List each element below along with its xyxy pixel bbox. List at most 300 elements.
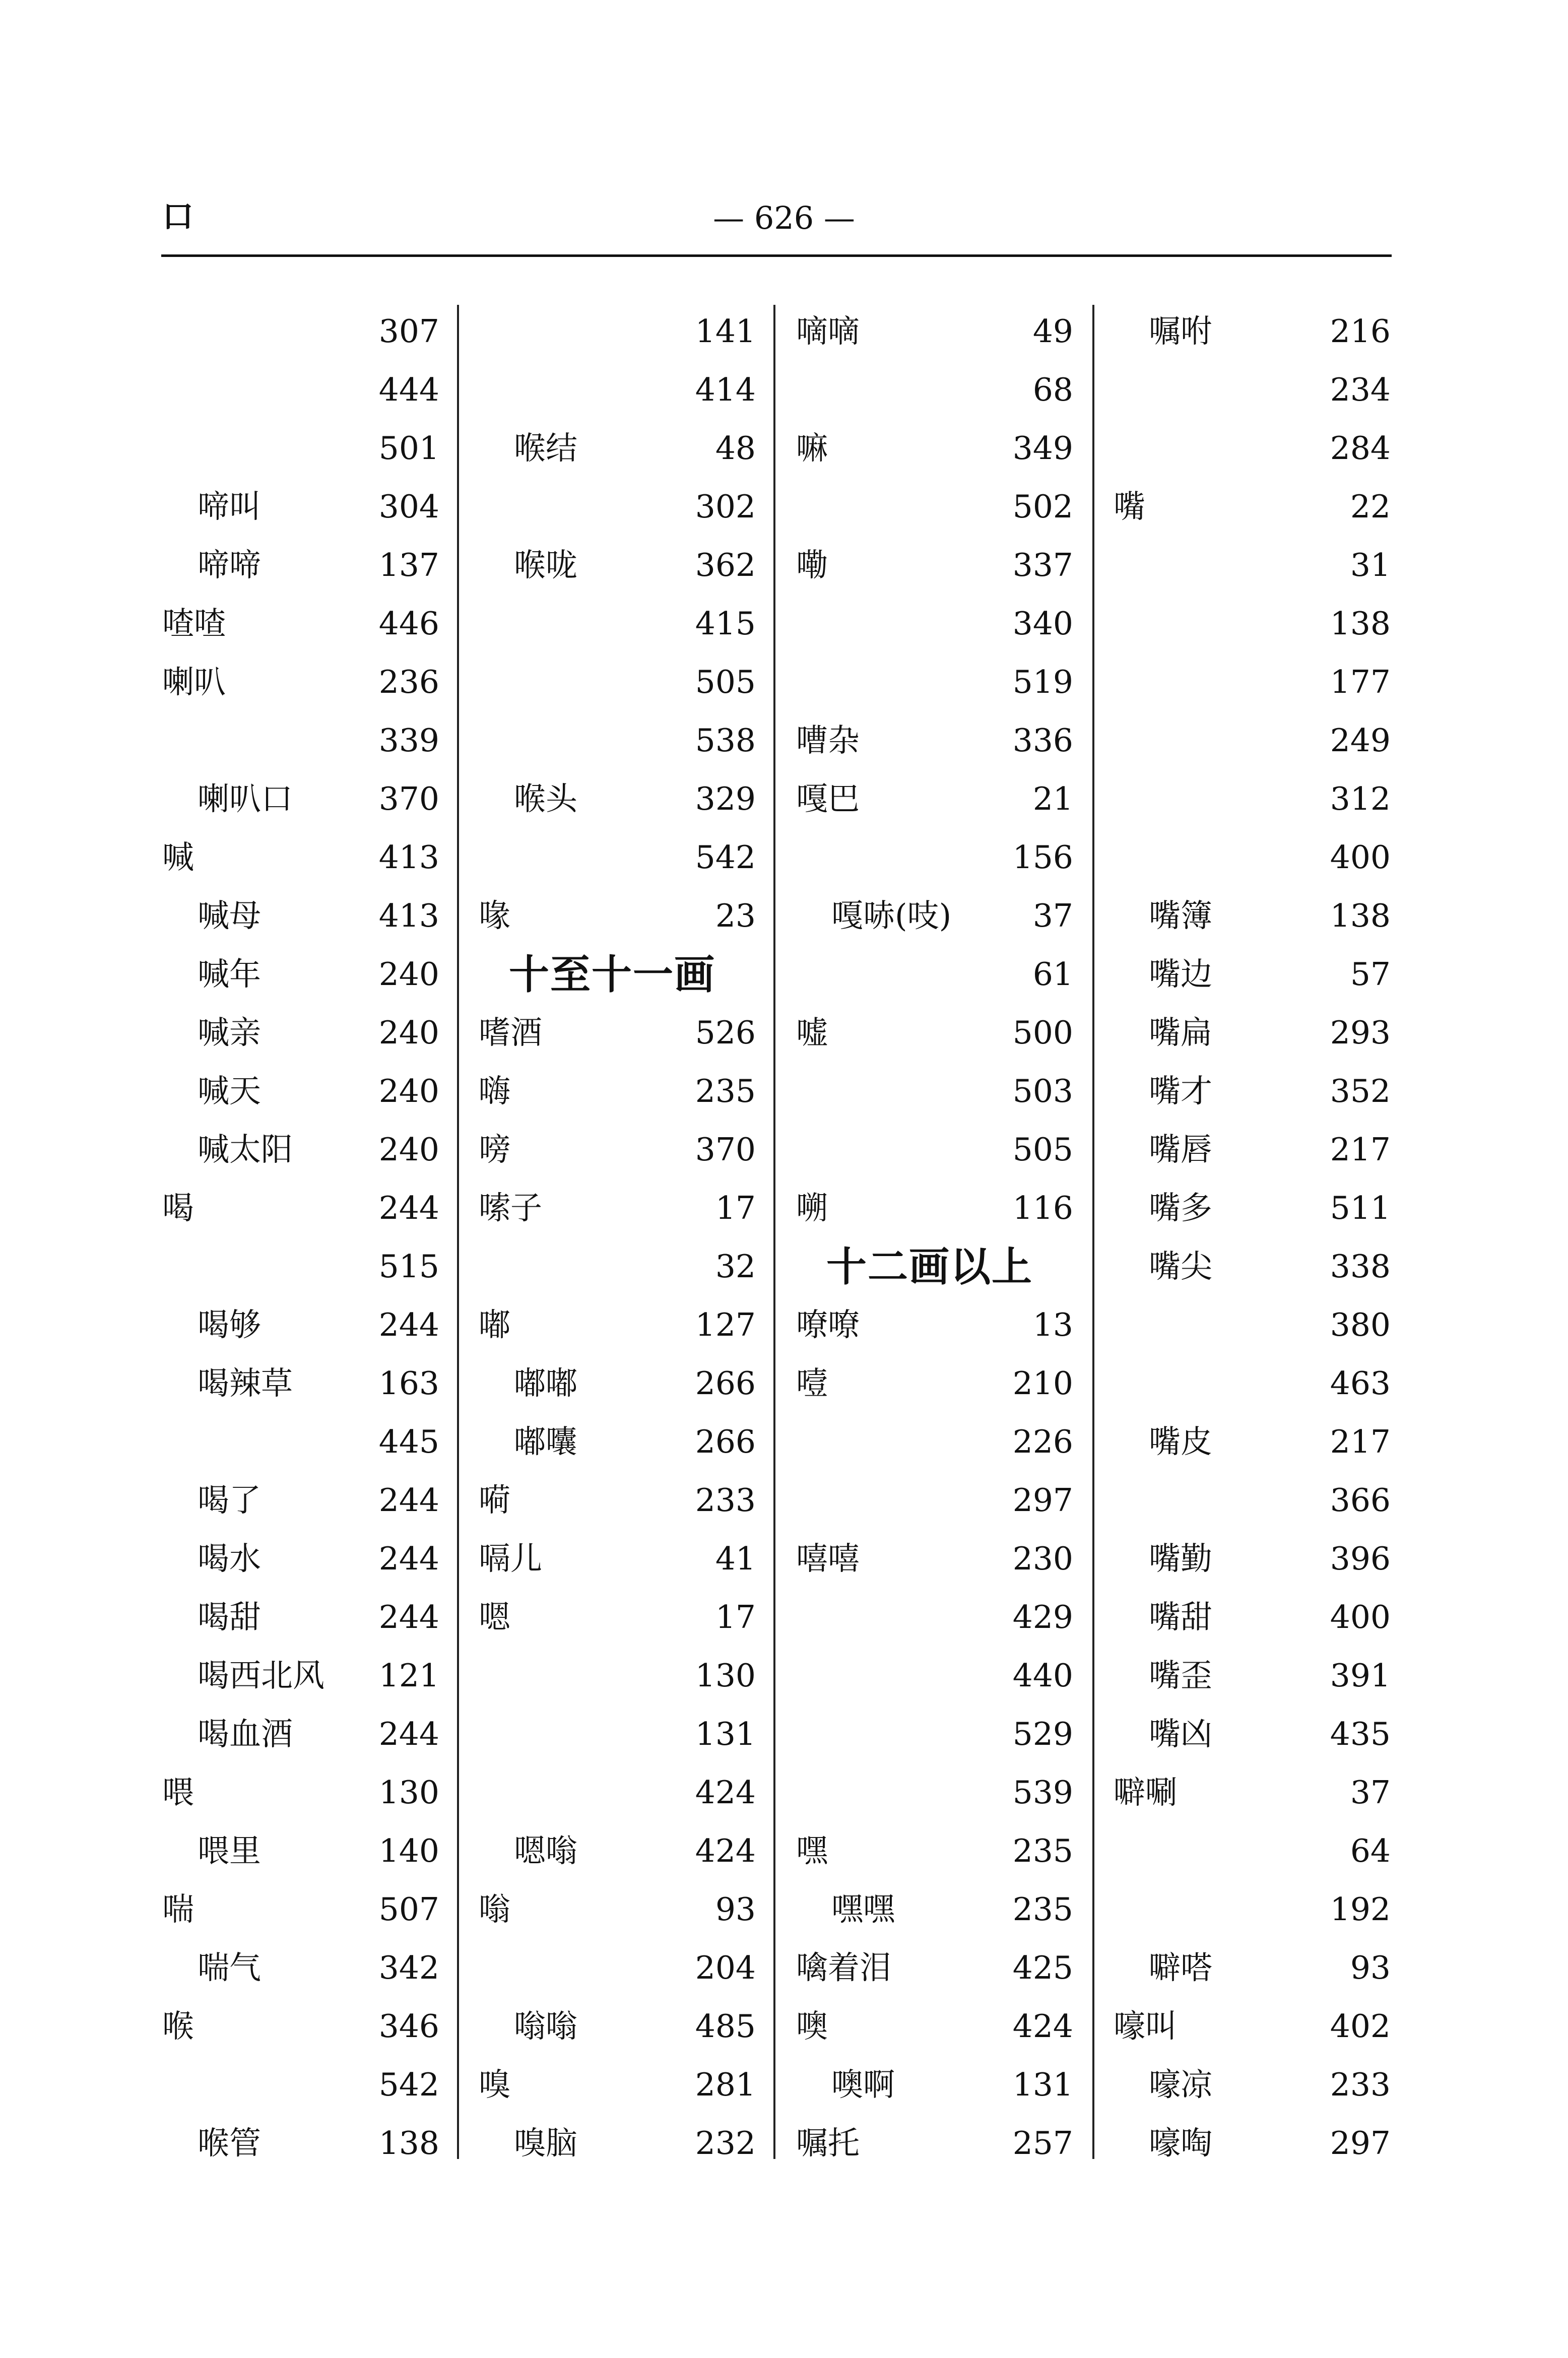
entry-page-number: 23 — [715, 897, 756, 934]
entry-term: 嘴多 — [1149, 1190, 1212, 1226]
entry-page-number: 22 — [1350, 488, 1391, 525]
entry-page-number: 37 — [1350, 1774, 1391, 1811]
entry-page-number: 244 — [378, 1190, 439, 1226]
entry-term: 噼唰 — [1114, 1774, 1177, 1811]
stroke-section-heading — [796, 1237, 1073, 1296]
index-entry — [1114, 1296, 1391, 1354]
entry-page-number: 424 — [695, 1774, 756, 1811]
entry-page-number: 192 — [1330, 1891, 1391, 1928]
index-entry — [162, 1997, 439, 2056]
radical-label: 口 — [162, 198, 194, 235]
index-entry — [479, 1588, 756, 1647]
entry-term: 喊 — [162, 839, 194, 876]
entry-term: 嘟囔 — [514, 1423, 577, 1460]
index-entry — [1114, 945, 1391, 1004]
index-column-3 — [796, 302, 1073, 2173]
entry-page-number: 244 — [378, 1306, 439, 1343]
entry-term: 噢 — [796, 2008, 828, 2045]
entry-term: 嘿 — [796, 1832, 828, 1869]
entry-term: 嘟 — [479, 1306, 510, 1343]
index-entry — [1114, 711, 1391, 770]
entry-page-number: 127 — [695, 1306, 756, 1343]
entry-page-number: 349 — [1012, 430, 1073, 467]
entry-term: 嚎啕 — [1149, 2125, 1212, 2162]
entry-term: 嗨 — [479, 1073, 510, 1109]
entry-term: 噎 — [796, 1365, 828, 1402]
entry-page-number: 61 — [1032, 956, 1073, 993]
entry-page-number: 297 — [1012, 1482, 1073, 1519]
index-entry — [1114, 1121, 1391, 1179]
entry-page-number: 138 — [1330, 897, 1391, 934]
index-entry — [162, 419, 439, 478]
index-entry — [796, 1822, 1073, 1880]
entry-page-number: 216 — [1330, 313, 1391, 350]
entry-page-number: 138 — [1330, 605, 1391, 642]
entry-page-number: 240 — [378, 1014, 439, 1051]
column-separator — [773, 305, 775, 2159]
entry-page-number: 235 — [1012, 1832, 1073, 1869]
entry-term: 喝西北风 — [198, 1657, 324, 1694]
index-entry — [479, 887, 756, 945]
entry-page-number: 507 — [378, 1891, 439, 1928]
entry-term: 喝血酒 — [198, 1716, 293, 1752]
entry-page-number: 21 — [1032, 780, 1073, 817]
entry-term: 喝甜 — [198, 1599, 261, 1635]
index-entry — [162, 653, 439, 711]
entry-page-number: 302 — [695, 488, 756, 525]
entry-page-number: 352 — [1330, 1073, 1391, 1109]
entry-page-number: 49 — [1032, 313, 1073, 350]
entry-page-number: 424 — [1012, 2008, 1073, 2045]
entry-page-number: 57 — [1350, 956, 1391, 993]
entry-page-number: 538 — [695, 722, 756, 759]
index-entry — [1114, 2056, 1391, 2114]
index-entry — [479, 1997, 756, 2056]
entry-page-number: 131 — [695, 1716, 756, 1752]
entry-page-number: 445 — [378, 1423, 439, 1460]
entry-page-number: 337 — [1012, 547, 1073, 583]
entry-page-number: 542 — [378, 2066, 439, 2103]
index-entry — [479, 1179, 756, 1237]
entry-term: 嘱托 — [796, 2125, 860, 2162]
index-entry — [162, 1179, 439, 1237]
index-entry — [162, 302, 439, 361]
entry-page-number: 542 — [695, 839, 756, 876]
entry-term: 嗡嗡 — [514, 2008, 577, 2045]
entry-page-number: 235 — [695, 1073, 756, 1109]
entry-page-number: 140 — [378, 1832, 439, 1869]
index-entry — [162, 1880, 439, 1939]
entry-page-number: 391 — [1330, 1657, 1391, 1694]
index-entry — [796, 361, 1073, 419]
index-entry — [162, 1296, 439, 1354]
entry-page-number: 342 — [378, 1949, 439, 1986]
entry-page-number: 444 — [378, 371, 439, 408]
index-entry — [1114, 1179, 1391, 1237]
index-entry — [796, 770, 1073, 828]
entry-term: 嗯嗡 — [514, 1832, 577, 1869]
index-entry — [162, 1939, 439, 1997]
entry-page-number: 232 — [695, 2125, 756, 2162]
index-entry — [162, 945, 439, 1004]
page-number: — 626 — — [713, 200, 855, 236]
entry-term: 嗦子 — [479, 1190, 542, 1226]
index-entry — [162, 1647, 439, 1705]
entry-term: 喂里 — [198, 1832, 261, 1869]
index-entry — [796, 1062, 1073, 1121]
entry-page-number: 235 — [1012, 1891, 1073, 1928]
index-entry — [162, 478, 439, 536]
entry-page-number: 505 — [695, 664, 756, 700]
index-entry — [796, 828, 1073, 887]
entry-term: 喘气 — [198, 1949, 261, 1986]
index-entry — [479, 770, 756, 828]
index-entry — [479, 828, 756, 887]
entry-page-number: 13 — [1032, 1306, 1073, 1343]
entry-page-number: 93 — [715, 1891, 756, 1928]
index-entry — [162, 595, 439, 653]
entry-page-number: 511 — [1330, 1190, 1391, 1226]
entry-page-number: 400 — [1330, 1599, 1391, 1635]
entry-page-number: 425 — [1012, 1949, 1073, 1986]
entry-term: 嘘 — [796, 1014, 828, 1051]
index-entry — [796, 1471, 1073, 1530]
index-entry — [796, 1647, 1073, 1705]
index-entry — [479, 1296, 756, 1354]
index-entry — [796, 653, 1073, 711]
index-entry — [479, 595, 756, 653]
entry-page-number: 131 — [1012, 2066, 1073, 2103]
entry-page-number: 339 — [378, 722, 439, 759]
entry-page-number: 307 — [378, 313, 439, 350]
index-entry — [1114, 1237, 1391, 1296]
index-entry — [1114, 887, 1391, 945]
entry-term: 喊太阳 — [198, 1131, 293, 1168]
entry-term: 嘴扁 — [1149, 1014, 1212, 1051]
header-rule — [161, 254, 1392, 257]
entry-page-number: 138 — [378, 2125, 439, 2162]
index-entry — [796, 1530, 1073, 1588]
entry-page-number: 121 — [378, 1657, 439, 1694]
index-entry — [162, 1062, 439, 1121]
entry-term: 喝够 — [198, 1306, 261, 1343]
index-entry — [479, 361, 756, 419]
index-entry — [796, 1939, 1073, 1997]
index-entry — [479, 1647, 756, 1705]
entry-term: 嚎凉 — [1149, 2066, 1212, 2103]
index-column-2 — [479, 302, 756, 2173]
index-entry — [796, 1121, 1073, 1179]
index-entry — [796, 945, 1073, 1004]
index-entry — [479, 302, 756, 361]
entry-term: 嚎叫 — [1114, 2008, 1177, 2045]
entry-page-number: 130 — [378, 1774, 439, 1811]
entry-page-number: 463 — [1330, 1365, 1391, 1402]
entry-page-number: 526 — [695, 1014, 756, 1051]
index-entry — [162, 770, 439, 828]
entry-term: 嘎哧(吱) — [831, 897, 952, 934]
index-entry — [162, 1763, 439, 1822]
index-entry — [479, 1880, 756, 1939]
index-entry — [1114, 1471, 1391, 1530]
entry-term: 嘞 — [796, 547, 828, 583]
entry-page-number: 502 — [1012, 488, 1073, 525]
index-entry — [479, 1530, 756, 1588]
entry-term: 嗝儿 — [479, 1540, 542, 1577]
index-entry — [162, 1121, 439, 1179]
entry-term: 嗯 — [479, 1599, 510, 1635]
entry-term: 嘴尖 — [1149, 1248, 1212, 1285]
entry-term: 啼啼 — [198, 547, 261, 583]
index-entry — [479, 1822, 756, 1880]
index-entry — [162, 1354, 439, 1413]
entry-term: 啼叫 — [198, 488, 261, 525]
entry-term: 喉管 — [198, 2125, 261, 2162]
index-entry — [162, 1413, 439, 1471]
entry-term: 喝辣草 — [198, 1365, 293, 1402]
index-entry — [796, 1997, 1073, 2056]
entry-term: 喝了 — [198, 1482, 261, 1519]
index-entry — [479, 1237, 756, 1296]
index-entry — [162, 1705, 439, 1763]
index-entry — [479, 1062, 756, 1121]
entry-page-number: 236 — [378, 664, 439, 700]
index-entry — [796, 1413, 1073, 1471]
entry-page-number: 68 — [1032, 371, 1073, 408]
entry-page-number: 249 — [1330, 722, 1391, 759]
section-heading-text: 十二画以上 — [826, 1243, 1033, 1290]
index-entry — [1114, 1354, 1391, 1413]
entry-page-number: 226 — [1012, 1423, 1073, 1460]
index-entry — [479, 2056, 756, 2114]
index-entry — [796, 2056, 1073, 2114]
entry-page-number: 17 — [715, 1190, 756, 1226]
entry-page-number: 266 — [695, 1365, 756, 1402]
entry-term: 嗅 — [479, 2066, 510, 2103]
entry-page-number: 370 — [378, 780, 439, 817]
index-entry — [796, 1763, 1073, 1822]
column-separator — [457, 305, 459, 2159]
entry-page-number: 297 — [1330, 2125, 1391, 2162]
index-entry — [1114, 1413, 1391, 1471]
index-entry — [479, 1763, 756, 1822]
entry-page-number: 116 — [1012, 1190, 1073, 1226]
section-heading-text: 十至十一画 — [509, 951, 715, 998]
entry-page-number: 233 — [695, 1482, 756, 1519]
entry-page-number: 413 — [378, 897, 439, 934]
entry-page-number: 240 — [378, 1073, 439, 1109]
entry-term: 嘴勤 — [1149, 1540, 1212, 1577]
entry-term: 嘿嘿 — [831, 1891, 895, 1928]
entry-term: 嗍 — [796, 1190, 828, 1226]
entry-page-number: 284 — [1330, 430, 1391, 467]
index-column-1 — [162, 302, 439, 2173]
entry-page-number: 281 — [695, 2066, 756, 2103]
entry-term: 嘴唇 — [1149, 1131, 1212, 1168]
index-entry — [479, 1004, 756, 1062]
index-entry — [162, 2056, 439, 2114]
entry-page-number: 336 — [1012, 722, 1073, 759]
index-entry — [162, 1588, 439, 1647]
entry-page-number: 338 — [1330, 1248, 1391, 1285]
entry-term: 嘈杂 — [796, 722, 860, 759]
entry-term: 喝 — [162, 1190, 194, 1226]
entry-page-number: 244 — [378, 1540, 439, 1577]
entry-page-number: 244 — [378, 1716, 439, 1752]
entry-page-number: 380 — [1330, 1306, 1391, 1343]
entry-page-number: 370 — [695, 1131, 756, 1168]
index-entry — [162, 361, 439, 419]
entry-page-number: 415 — [695, 605, 756, 642]
entry-term: 噼嗒 — [1149, 1949, 1212, 1986]
index-entry — [162, 1004, 439, 1062]
index-entry — [1114, 1763, 1391, 1822]
entry-page-number: 293 — [1330, 1014, 1391, 1051]
entry-term: 嗜酒 — [479, 1014, 542, 1051]
entry-term: 喊年 — [198, 956, 261, 993]
entry-page-number: 230 — [1012, 1540, 1073, 1577]
entry-page-number: 93 — [1350, 1949, 1391, 1986]
index-entry — [796, 1179, 1073, 1237]
index-entry — [162, 828, 439, 887]
entry-page-number: 234 — [1330, 371, 1391, 408]
column-separator — [1092, 305, 1094, 2159]
entry-page-number: 413 — [378, 839, 439, 876]
index-entry — [162, 1471, 439, 1530]
entry-page-number: 130 — [695, 1657, 756, 1694]
index-entry — [1114, 361, 1391, 419]
index-entry — [479, 653, 756, 711]
entry-page-number: 240 — [378, 1131, 439, 1168]
entry-page-number: 501 — [378, 430, 439, 467]
entry-page-number: 505 — [1012, 1131, 1073, 1168]
entry-term: 嘴才 — [1149, 1073, 1212, 1109]
index-entry — [1114, 536, 1391, 595]
index-entry — [1114, 1647, 1391, 1705]
entry-term: 嗡 — [479, 1891, 510, 1928]
index-entry — [796, 1004, 1073, 1062]
index-entry — [162, 887, 439, 945]
index-entry — [479, 1354, 756, 1413]
index-entry — [796, 1296, 1073, 1354]
entry-page-number: 396 — [1330, 1540, 1391, 1577]
index-entry — [1114, 1880, 1391, 1939]
entry-page-number: 210 — [1012, 1365, 1073, 1402]
stroke-section-heading — [479, 945, 756, 1004]
entry-term: 喘 — [162, 1891, 194, 1928]
entry-page-number: 64 — [1350, 1832, 1391, 1869]
entry-page-number: 366 — [1330, 1482, 1391, 1519]
entry-page-number: 424 — [695, 1832, 756, 1869]
entry-page-number: 17 — [715, 1599, 756, 1635]
index-entry — [1114, 1822, 1391, 1880]
entry-term: 喉咙 — [514, 547, 577, 583]
index-entry — [1114, 1588, 1391, 1647]
entry-term: 喇叭 — [162, 664, 226, 700]
entry-page-number: 329 — [695, 780, 756, 817]
index-entry — [162, 711, 439, 770]
index-entry — [162, 2114, 439, 2173]
index-entry — [1114, 1530, 1391, 1588]
entry-page-number: 32 — [715, 1248, 756, 1285]
index-entry — [479, 1939, 756, 1997]
index-entry — [796, 302, 1073, 361]
entry-term: 嘴边 — [1149, 956, 1212, 993]
entry-term: 嘛 — [796, 430, 828, 467]
index-entry — [796, 887, 1073, 945]
index-entry — [1114, 1004, 1391, 1062]
entry-page-number: 37 — [1032, 897, 1073, 934]
entry-page-number: 515 — [378, 1248, 439, 1285]
entry-term: 嘱咐 — [1149, 313, 1212, 350]
index-entry — [479, 1471, 756, 1530]
entry-page-number: 177 — [1330, 664, 1391, 700]
entry-term: 嗅脑 — [514, 2125, 577, 2162]
entry-page-number: 304 — [378, 488, 439, 525]
index-entry — [162, 1530, 439, 1588]
index-entry — [796, 1588, 1073, 1647]
entry-term: 喝水 — [198, 1540, 261, 1577]
entry-page-number: 346 — [378, 2008, 439, 2045]
entry-term: 喉 — [162, 2008, 194, 2045]
entry-term: 喊天 — [198, 1073, 261, 1109]
entry-page-number: 41 — [715, 1540, 756, 1577]
entry-page-number: 156 — [1012, 839, 1073, 876]
index-entry — [479, 1413, 756, 1471]
entry-page-number: 429 — [1012, 1599, 1073, 1635]
entry-page-number: 519 — [1012, 664, 1073, 700]
entry-term: 嘹嘹 — [796, 1306, 860, 1343]
index-entry — [479, 2114, 756, 2173]
index-entry — [796, 1354, 1073, 1413]
entry-page-number: 217 — [1330, 1423, 1391, 1460]
entry-term: 嘻嘻 — [796, 1540, 860, 1577]
entry-term: 喇叭口 — [198, 780, 293, 817]
entry-term: 喊母 — [198, 897, 261, 934]
index-entry — [479, 1121, 756, 1179]
entry-term: 嘴歪 — [1149, 1657, 1212, 1694]
entry-page-number: 500 — [1012, 1014, 1073, 1051]
index-entry — [162, 1822, 439, 1880]
index-entry — [479, 419, 756, 478]
index-entry — [1114, 1939, 1391, 1997]
entry-page-number: 240 — [378, 956, 439, 993]
entry-page-number: 141 — [695, 313, 756, 350]
index-entry — [162, 1237, 439, 1296]
entry-page-number: 266 — [695, 1423, 756, 1460]
index-entry — [1114, 1062, 1391, 1121]
entry-page-number: 257 — [1012, 2125, 1073, 2162]
entry-term: 喳喳 — [162, 605, 226, 642]
entry-page-number: 137 — [378, 547, 439, 583]
entry-term: 喊亲 — [198, 1014, 261, 1051]
index-entry — [1114, 478, 1391, 536]
entry-term: 嘀嘀 — [796, 313, 860, 350]
entry-page-number: 204 — [695, 1949, 756, 1986]
entry-page-number: 446 — [378, 605, 439, 642]
index-entry — [796, 2114, 1073, 2173]
index-entry — [1114, 2114, 1391, 2173]
entry-term: 喂 — [162, 1774, 194, 1811]
index-entry — [479, 711, 756, 770]
entry-page-number: 31 — [1350, 547, 1391, 583]
index-entry — [479, 1705, 756, 1763]
entry-page-number: 485 — [695, 2008, 756, 2045]
entry-page-number: 48 — [715, 430, 756, 467]
entry-page-number: 414 — [695, 371, 756, 408]
index-entry — [796, 1880, 1073, 1939]
index-entry — [1114, 653, 1391, 711]
